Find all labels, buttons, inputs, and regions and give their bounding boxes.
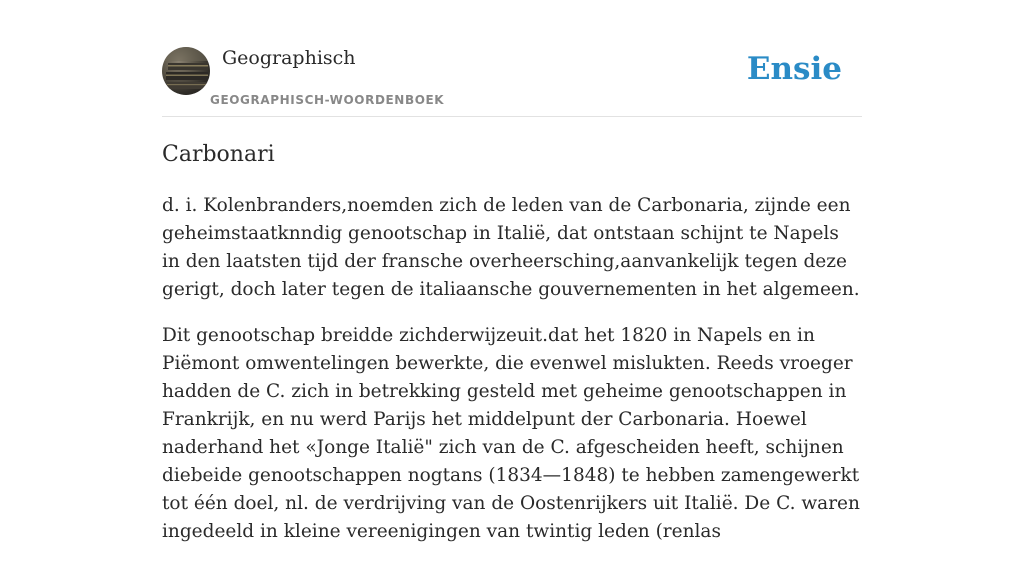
page-content: [162, 0, 862, 542]
source-header: [162, 0, 862, 117]
article-title: Carbonari: [162, 142, 275, 167]
article-paragraph: d. i. Kolenbranders,noemden zich de leden van de Carbonaria, zijnde een geheimstaatknndig genootschap in Italië, dat ontstaan schijnt te Napels in den laatsten tijd der fransche overheersching,aanvankelijk tegen deze gerigt, doch later tegen de italiaansche gouvernementen in het algemeen.: [162, 195, 860, 300]
article-paragraph: Dit genootschap breidde zichderwijzeuit.dat het 1820 in Napels en in Piëmont omwentelingen bewerkte, die evenwel mislukten. Reeds vroeger hadden de C. zich in betrekking gesteld met geheime genootschappen in Frankrijk, en nu werd Parijs het middelpunt der Carbonaria. Hoewel naderhand het «Jonge Italië" zich van de C. afgescheiden heeft, schijnen diebeide genootschappen nogtans (1834—1848) te hebben zamengewerkt tot één doel, nl. de verdrijving van de Oostenrijkers uit Italië. De C. waren ingedeeld in kleine vereenigingen van twintig leden (renlas: [162, 325, 860, 542]
article-body: [162, 192, 862, 564]
source-avatar[interactable]: [162, 47, 210, 95]
source-slug[interactable]: GEOGRAPHISCH-WOORDENBOEK: [210, 93, 445, 107]
source-name[interactable]: Geographisch: [222, 47, 356, 69]
ensie-logo-link[interactable]: Ensie: [746, 51, 842, 87]
book-spines-photo-icon: [162, 47, 210, 95]
